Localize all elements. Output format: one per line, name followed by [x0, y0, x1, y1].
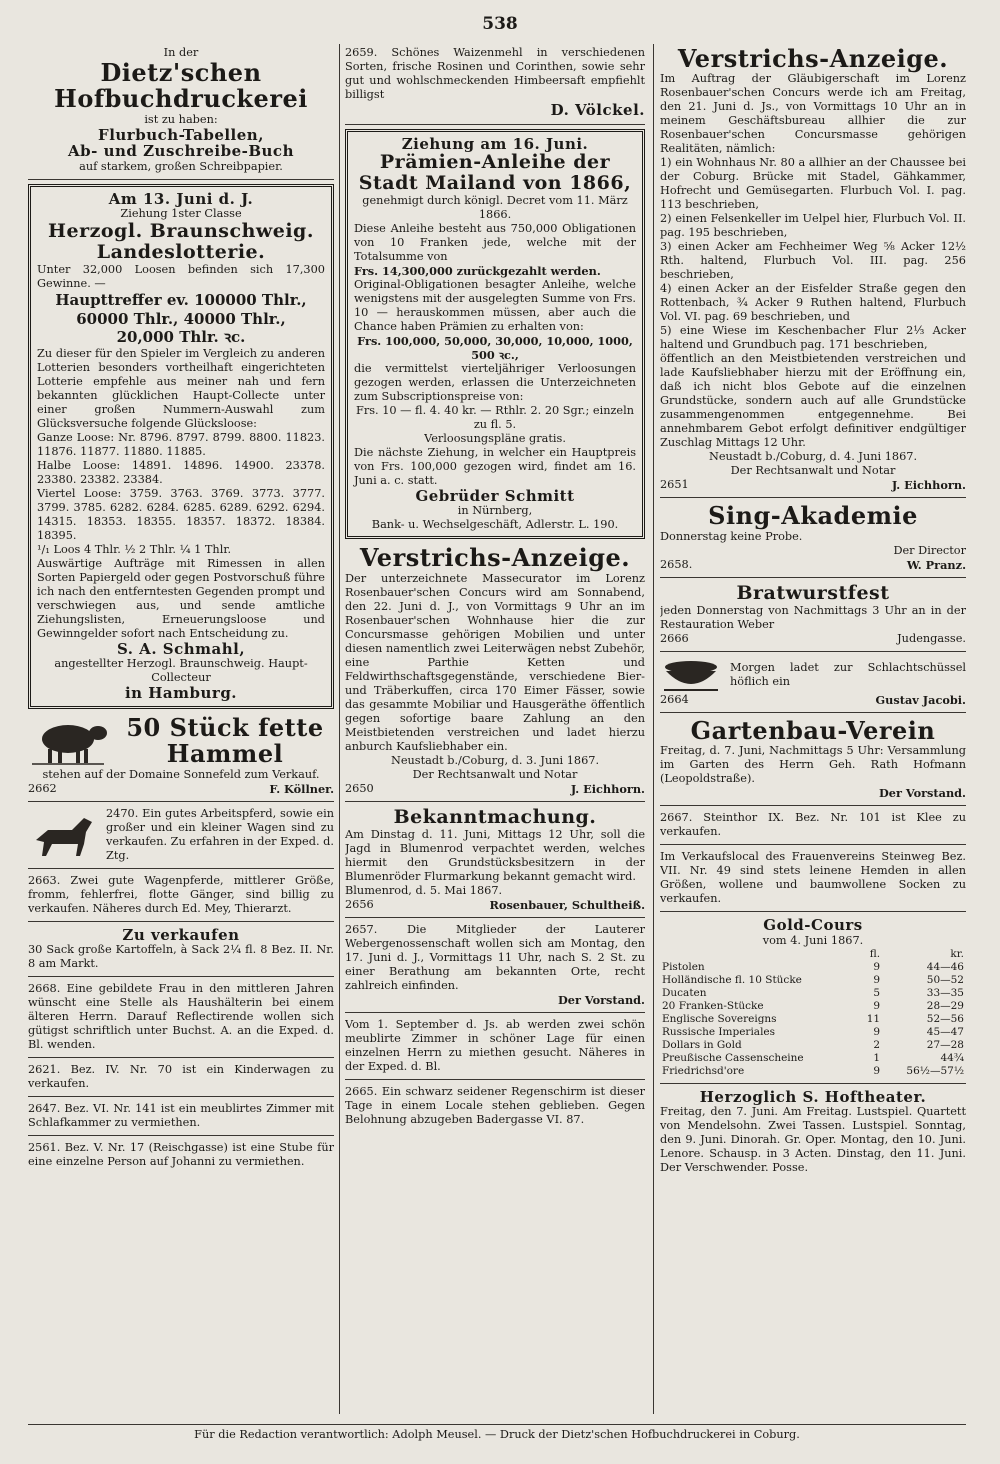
- ad-flour: 2659. Schönes Waizenmehl in verschiedenen Sorten, frische Rosinen und Corinthen, sowie sehr gut und wohlschmeckenden Himbeersaft empfiehlt billigst D. Völckel.: [345, 44, 645, 125]
- ad-frauenverein: Im Verkaufslocal des Frauenvereins Steinweg Bez. VII. Nr. 49 sind stets leinene Hemden in allen Größen, wollene und baumwollene Socken zu verkaufen.: [660, 848, 966, 912]
- ad-lottery: Am 13. Juni d. J. Ziehung 1ster Classe Herzogl. Braunschweig. Landeslotterie. Unter 32,000 Loosen befinden sich 17,300 Gewinne. — Haupttreffer ev. 100000 Thlr., 60000 Thlr., 40000 Thlr., 20,000 Thlr. ꝛc. Zu dieser für den Spieler im Vergleich zu anderen Lotterien besonders vortheilhaft eingerichteten Lotterie empfehle aus meiner nah und fern bekannten glücklichen Haupt-Collecte unter einer großen Nummern-Auswahl zum Glücksversuche folgende Glücksloose: Ganze Loose: Nr. 8796. 8797. 8799. 8800. 11823. 11876. 11877. 11880. 11885. Halbe Loose: 14891. 14896. 14900. 23378. 23380. 23382. 23384. Viertel Loose: 3759. 3763. 3769. 3773. 3777. 3799. 3785. 6282. 6284. 6285. 6289. 6292. 6294. 14315. 18353. 18355. 18357. 18372. 18384. 18395. ¹/₁ Loos 4 Thlr. ½ 2 Thlr. ¼ 1 Thlr. Auswärtige Aufträge mit Rimessen in allen Sorten Papiergeld oder gegen Postvorschuß führe ich nach den entferntesten Gegenden prompt und verschwiegen aus, und sende amtliche Ziehungslisten, Erneuerungsloose und Gewinngelder sofort nach Entscheidung zu. S. A. Schmahl, angestellter Herzogl. Braunschweig. Haupt-Collecteur in Hamburg.: [28, 184, 334, 709]
- ad-gold-cours: Gold-Cours vom 4. Juni 1867. fl. kr. Pistolen 9 44—46 Holländische fl. 10 Stücke 9 50—52 Ducaten 5 33—35 20 Franken-Stücke 9 28—29 Englische Sovereigns 11 52—56 Russische Imperiales 9 45—47 Dollars in Gold 2 27—28 Preußische Cassenscheine 1 44¾ Friedrichsd'ore 9 56½—57½: [660, 915, 966, 1084]
- ad-pram: 2621. Bez. IV. Nr. 70 ist ein Kinderwagen zu verkaufen.: [28, 1061, 334, 1097]
- table-row: Ducaten 5 33—35: [662, 986, 964, 999]
- ad-schlachtschuessel: Morgen ladet zur Schlachtschüssel höflich ein 2664 Gustav Jacobi.: [660, 655, 966, 713]
- left-column: [28, 44, 334, 1414]
- table-row: Pistolen 9 44—46: [662, 960, 964, 973]
- horse-icon: [28, 810, 98, 860]
- ad-hofbuchdruckerei: In der Dietz'schen Hofbuchdruckerei ist zu haben: Flurbuch-Tabellen, Ab- und Zuschreibe-Buch auf starkem, großen Schreibpapier.: [28, 44, 334, 180]
- table-row: Friedrichsd'ore 9 56½—57½: [662, 1064, 964, 1077]
- page-footer: Für die Redaction verantwortlich: Adolph Meusel. — Druck der Dietz'schen Hofbuchdruckerei in Coburg.: [28, 1424, 966, 1441]
- ad-potatoes: Zu verkaufen 30 Sack große Kartoffeln, à Sack 2¼ fl. 8 Bez. II. Nr. 8 am Markt.: [28, 925, 334, 978]
- ad-work-horse: 2470. Ein gutes Arbeitspferd, sowie ein großer und ein kleiner Wagen sind zu verkaufen. Zu erfahren in der Exped. d. Ztg.: [28, 805, 334, 869]
- basket-icon: [660, 657, 722, 693]
- table-row: Englische Sovereigns 11 52—56: [662, 1012, 964, 1025]
- ad-weavers: 2657. Die Mitglieder der Lauterer Webergenossenschaft wollen sich am Montag, den 17. Juni d. J., Vormittags 11 Uhr, nach S. 2 St. zu einer Berathung am bekannten Orte, recht zahlreich einfinden. Der Vorstand.: [345, 921, 645, 1013]
- table-header: fl. kr.: [869, 947, 964, 960]
- table-row: Holländische fl. 10 Stücke 9 50—52: [662, 973, 964, 986]
- ad-bratwurstfest: Bratwurstfest jeden Donnerstag von Nachmittags 3 Uhr an in der Restauration Weber 2666 Judengasse.: [660, 581, 966, 652]
- ad-housekeeper: 2668. Eine gebildete Frau in den mittleren Jahren wünscht eine Stelle als Haushälterin bei einem älteren Herrn. Darauf Reflectirende wollen sich gütigst schriftlich unter Buchst. A. an die Exped. d. Bl. wenden.: [28, 980, 334, 1058]
- table-row: Preußische Cassenscheine 1 44¾: [662, 1051, 964, 1064]
- ad-room-furnished: 2647. Bez. VI. Nr. 141 ist ein meublirtes Zimmer mit Schlafkammer zu vermiethen.: [28, 1100, 334, 1136]
- ad-rooms-wanted: Vom 1. September d. Js. ab werden zwei schön meublirte Zimmer in schöner Lage für einen einzelnen Herrn zu miethen gesucht. Näheres in der Exped. d. Bl.: [345, 1016, 645, 1080]
- ad-hunt-lease: Bekanntmachung. Am Dinstag d. 11. Juni, Mittags 12 Uhr, soll die Jagd in Blumenrod verpachtet werden, welches hiermit den Grundstücksbesitzern in der Blumenröder Flurmarkung bekannt gemacht wird. Blumenrod, d. 5. Mai 1867. 2656 Rosenbauer, Schultheiß.: [345, 805, 645, 918]
- ad-auction-mobilien: Verstrichs-Anzeige. Der unterzeichnete Massecurator im Lorenz Rosenbauer'schen Concurs wird am Sonnabend, den 22. Juni d. J., von Vormittags 9 Uhr an im Rosenbauer'schen Wohnhause hier die zur Concursmasse gehörigen Mobilien und unter diesen namentlich zwei Leiterwägen nebst Zubehör, eine Parthie Ketten und Feldwirthschaftsgegenstände, verschiedene Bier- und Träberkuffen, circa 170 Eimer Fässer, sowie das gesammte Mobiliar und Hausgeräthe öffentlich gegen sofortige baare Zahlung an den Meistbietenden verstreichen und ladet hierzu anburch Kaufsliebhaber ein. Neustadt b./Coburg, d. 3. Juni 1867. Der Rechtsanwalt und Notar 2650 J. Eichhorn.: [345, 543, 645, 801]
- column-divider: [653, 44, 654, 1414]
- ad-hoftheater: Herzoglich S. Hoftheater. Freitag, den 7. Juni. Am Freitag. Lustspiel. Quartett von Mendelsohn. Zwei Tassen. Lustspiel. Sonntag, den 9. Juni. Dinorah. Gr. Oper. Montag, den 10. Juni. Lenore. Schausp. in 3 Acten. Dinstag, den 11. Juni. Der Verschwender. Posse.: [660, 1087, 966, 1175]
- column-divider: [339, 44, 340, 1414]
- table-row: Dollars in Gold 2 27—28: [662, 1038, 964, 1051]
- ad-auction-realitaeten: Verstrichs-Anzeige. Im Auftrag der Gläubigerschaft im Lorenz Rosenbauer'schen Concurs werde ich am Freitag, den 21. Juni d. Js., von Vormittags 10 Uhr an in meinem Geschäftsbureau allhier die zur Rosenbauer'schen Concursmasse gehörigen Realitäten, nämlich: 1) ein Wohnhaus Nr. 80 a allhier an der Chaussee bei der Coburg. Brücke mit Stadel, Gähkammer, Hofrecht und Gemüsegarten. Flurbuch Vol. I. pag. 113 beschrieben, 2) einen Felsenkeller im Uelpel hier, Flurbuch Vol. II. pag. 195 beschrieben, 3) einen Acker am Fechheimer Weg ⁵⁄₈ Acker 12½ Rth. haltend, Flurbuch Vol. III. pag. 256 beschrieben, 4) einen Acker an der Eisfelder Straße gegen den Rottenbach, ¾ Acker 9 Ruthen haltend, Flurbuch Vol. VI. pag. 69 beschrieben, und 5) eine Wiese im Keschenbacher Flur 2⅓ Acker haltend und Grundbuch pag. 171 beschrieben, öffentlich an den Meistbietenden verstreichen und lade Kaufsliebhaber hierzu mit der Eröffnung ein, daß ich nicht blos Gebote auf die einzelnen Grundstücke, sondern auch auf alle Grundstücke zusammengenommen entgegennehme. Bei annehmbarem Gebot erfolgt definitiver endgültiger Zuschlag Mittags 12 Uhr. Neustadt b./Coburg, d. 4. Juni 1867. Der Rechtsanwalt und Notar 2651 J. Eichhorn.: [660, 44, 966, 498]
- right-column: [660, 44, 966, 1414]
- middle-column: [345, 44, 645, 1414]
- ad-gartenbau-verein: Gartenbau-Verein Freitag, d. 7. Juni, Nachmittags 5 Uhr: Versammlung im Garten des Herrn Geh. Rath Hofmann (Leopoldstraße). Der Vorstand.: [660, 716, 966, 806]
- ad-carriage-horses: 2663. Zwei gute Wagenpferde, mittlerer Größe, fromm, fehlerfrei, flotte Gänger, sind billig zu verkaufen. Näheres durch Ed. Mey, Thierarzt.: [28, 872, 334, 922]
- ad-clover: 2667. Steinthor IX. Bez. Nr. 101 ist Klee zu verkaufen.: [660, 809, 966, 845]
- ad-sheep: 50 Stück fette Hammel stehen auf der Domaine Sonnefeld zum Verkauf. 2662 F. Köllner.: [28, 713, 334, 802]
- ad-sing-akademie: Sing-Akademie Donnerstag keine Probe. Der Director 2658. W. Pranz.: [660, 501, 966, 577]
- ad-milan-loan: Ziehung am 16. Juni. Prämien-Anleihe der Stadt Mailand von 1866, genehmigt durch königl. Decret vom 11. März 1866. Diese Anleihe besteht aus 750,000 Obligationen von 10 Franken jede, welche mit der Totalsumme von Frs. 14,300,000 zurückgezahlt werden. Original-Obligationen besagter Anleihe, welche wenigstens mit der ausgelegten Summe von Frs. 10 — herauskommen müssen, aber auch die Chance haben Prämien zu erhalten von: Frs. 100,000, 50,000, 30,000, 10,000, 1000, 500 ꝛc., die vermittelst vierteljähriger Verloosungen gezogen werden, erlassen die Unterzeichneten zum Subscriptionspreise von: Frs. 10 — fl. 4. 40 kr. — Rthlr. 2. 20 Sgr.; einzeln zu fl. 5. Verloosungspläne gratis. Die nächste Ziehung, in welcher ein Hauptpreis von Frs. 100,000 gezogen wird, findet am 16. Juni a. c. statt. Gebrüder Schmitt in Nürnberg, Bank- u. Wechselgeschäft, Adlerstr. L. 190.: [345, 129, 645, 540]
- table-row: Russische Imperiales 9 45—47: [662, 1025, 964, 1038]
- table-row: 20 Franken-Stücke 9 28—29: [662, 999, 964, 1012]
- gold-rates-table: [660, 948, 966, 1078]
- ad-umbrella: 2665. Ein schwarz seidener Regenschirm ist dieser Tage in einem Locale stehen geblieben. Gegen Belohnung abzugeben Badergasse VI. 87.: [345, 1084, 645, 1126]
- ad-room-single: 2561. Bez. V. Nr. 17 (Reischgasse) ist eine Stube für eine einzelne Person auf Johanni zu vermiethen.: [28, 1141, 334, 1169]
- sheep-icon: [28, 715, 108, 767]
- page-number: 538: [482, 14, 518, 34]
- sheep-heading: 50 Stück fette Hammel: [126, 712, 324, 769]
